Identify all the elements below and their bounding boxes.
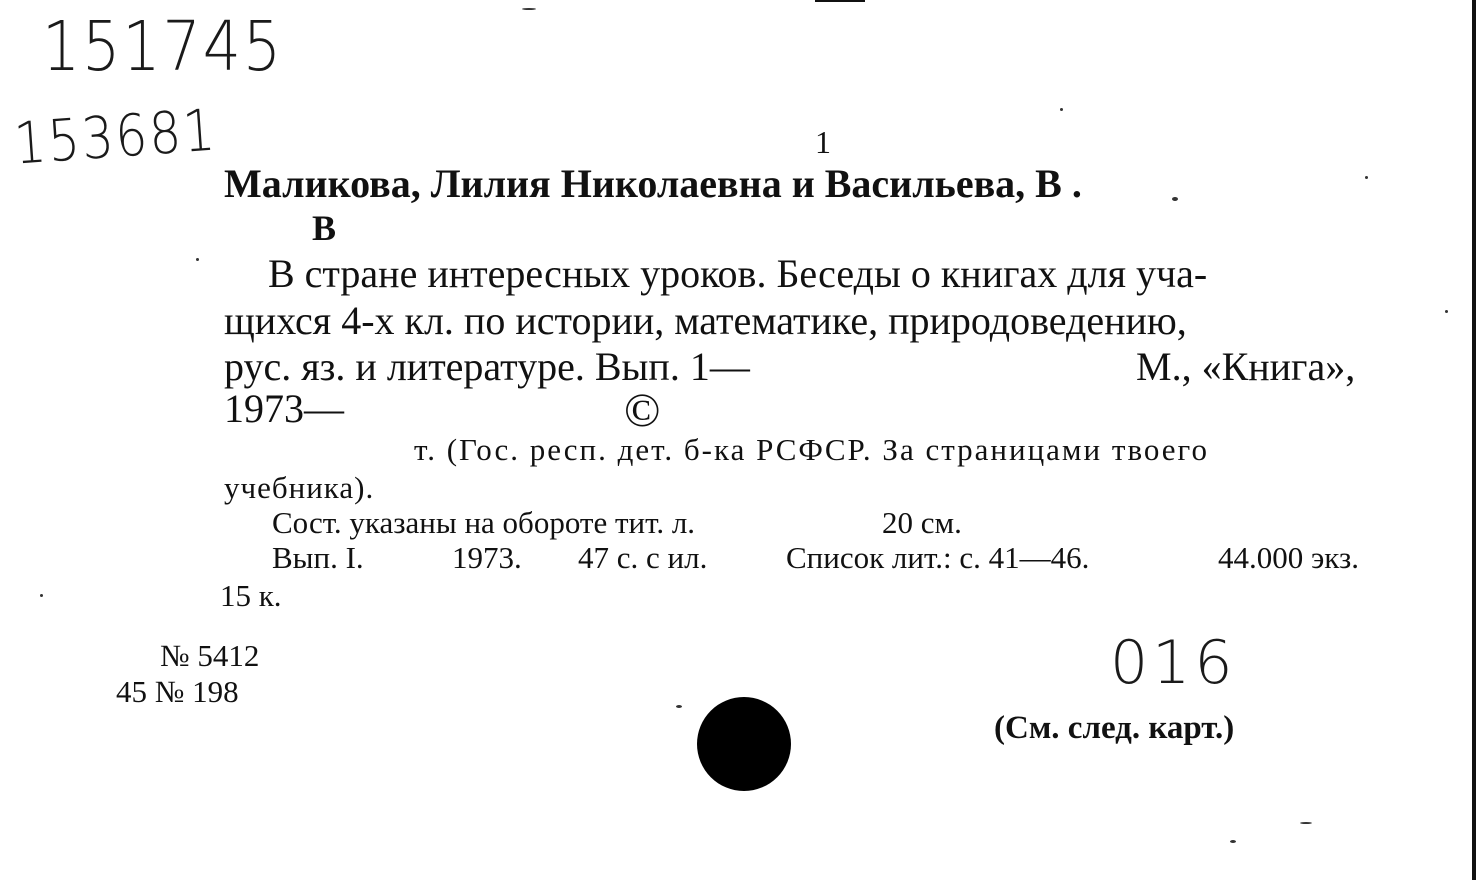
scan-speck (1445, 310, 1448, 313)
series-note-continued: учебника). (224, 470, 375, 505)
order-number: № 5412 (160, 638, 260, 673)
price: 15 к. (220, 578, 282, 613)
scan-speck (676, 705, 682, 708)
scan-speck (1300, 822, 1312, 824)
scan-speck (40, 594, 43, 597)
title-line: щихся 4-х кл. по истории, математике, природоведению, (224, 298, 1187, 343)
copyright-symbol: © (624, 384, 661, 437)
size-note: 20 см. (882, 505, 962, 540)
issue-label: Вып. I. (272, 540, 364, 575)
print-run: 44.000 экз. (1218, 540, 1359, 575)
author-heading: Маликова, Лилия Николаевна и Васильева, В . (224, 161, 1082, 206)
continued-note: (См. след. карт.) (994, 710, 1235, 746)
card-right-border (1472, 0, 1476, 880)
title-line: В стране интересных уроков. Беседы о книгах для уча- (268, 251, 1208, 296)
publisher-imprint: М., «Книга», (1136, 344, 1356, 389)
handwritten-inventory-top: 151745 (42, 6, 284, 88)
handwritten-classmark: 016 (1110, 628, 1237, 698)
top-edge-mark (815, 0, 865, 2)
scan-speck (1060, 108, 1063, 111)
order-number-second: 45 № 198 (116, 674, 239, 709)
compiler-note: Сост. указаны на обороте тит. л. (272, 505, 696, 540)
bibliography-note: Список лит.: с. 41—46. (786, 540, 1090, 575)
card-number: 1 (815, 124, 831, 160)
issue-pages: 47 с. с ил. (578, 540, 708, 575)
issue-year: 1973. (452, 540, 522, 575)
scan-speck (522, 8, 536, 10)
scan-speck (196, 258, 199, 261)
handwritten-inventory-second: 153681 (11, 96, 219, 178)
title-line: рус. яз. и литературе. Вып. 1— (224, 344, 750, 389)
year-range: 1973— (224, 386, 344, 431)
scan-speck (1230, 840, 1236, 843)
scan-speck (1365, 176, 1368, 179)
series-note: т. (Гос. респ. дет. б-ка РСФСР. За страницами твоего (414, 432, 1209, 467)
scan-speck (1172, 197, 1178, 201)
author-heading-continued: В (312, 208, 337, 248)
punch-hole (697, 697, 791, 791)
